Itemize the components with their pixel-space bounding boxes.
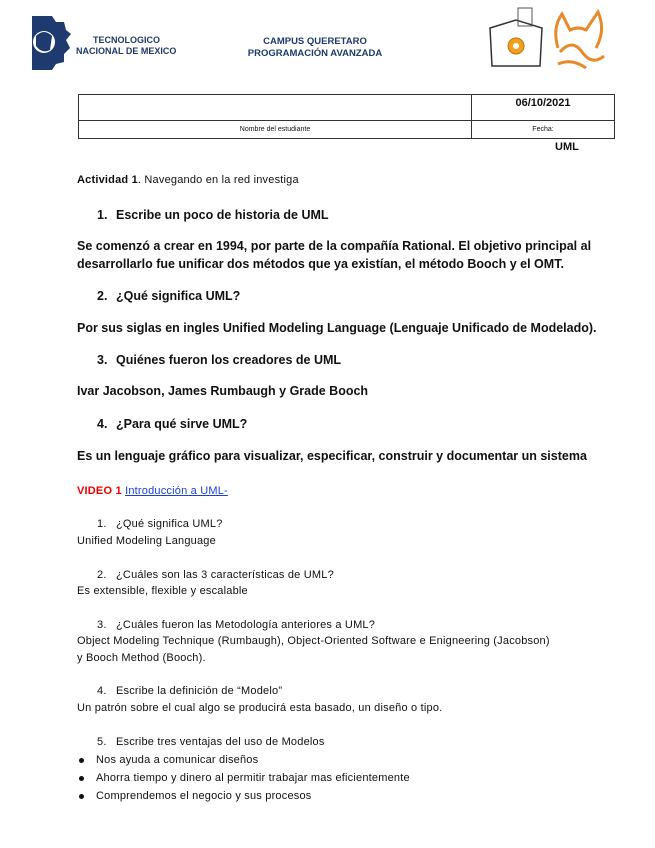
question-number: 4.	[97, 417, 108, 431]
question-number: 4.	[97, 685, 107, 697]
question-text: Escribe un poco de historia de UML	[116, 208, 329, 222]
institution-name-line1: TECNOLOGICO	[93, 35, 160, 45]
answer-text: Un patrón sobre el cual algo se producirá esta basado, un diseño o tipo.	[77, 702, 443, 714]
question-text: Escribe tres ventajas del uso de Modelos	[116, 736, 325, 748]
student-name-value	[79, 95, 472, 121]
question-text: Quiénes fueron los creadores de UML	[116, 353, 342, 367]
school-shield-icon	[486, 6, 546, 70]
course-name: PROGRAMACIÓN AVANZADA	[247, 48, 383, 59]
school-logo	[486, 6, 546, 70]
question-number: 3.	[97, 353, 108, 367]
student-name-label: Nombre del estudiante	[79, 121, 472, 139]
activity-label: Actividad 1	[77, 174, 138, 186]
activity-text: . Navegando en la red investiga	[137, 174, 299, 186]
answer-text: desarrollarlo fue unificar dos métodos que ya existían, el método Booch y el OMT.	[77, 257, 564, 271]
answer-text: Object Modeling Technique (Rumbaugh), Object-Oriented Software e Enigneering (Jacobson)	[77, 635, 550, 647]
tecnm-logo-icon	[22, 14, 72, 72]
question-text: ¿Cuáles son las 3 características de UML?	[116, 569, 334, 581]
question-text: ¿Cuáles fueron las Metodología anteriores a UML?	[116, 619, 376, 631]
topic-title: UML	[555, 141, 579, 153]
answer-text: Es un lenguaje gráfico para visualizar, especificar, construir y documentar un sistema	[77, 449, 587, 463]
bullet-item: Nos ayuda a comunicar diseños	[96, 754, 259, 766]
question-number: 1.	[97, 518, 107, 530]
date-label: Fecha:	[472, 121, 615, 139]
answer-text: Se comenzó a crear en 1994, por parte de la compañía Rational. El objetivo principal al	[77, 239, 592, 253]
video-link[interactable]: Introducción a UML-	[125, 485, 228, 497]
answer-text: Ivar Jacobson, James Rumbaugh y Grade Booch	[77, 384, 369, 398]
bullet-icon	[79, 776, 84, 781]
bullet-item: Comprendemos el negocio y sus procesos	[96, 790, 312, 802]
question-text: ¿Qué significa UML?	[116, 289, 241, 303]
campus-name: CAMPUS QUERETARO	[263, 36, 367, 47]
date-value: 06/10/2021	[472, 95, 615, 121]
question-number: 5.	[97, 736, 107, 748]
question-number: 2.	[97, 289, 108, 303]
bullet-icon	[79, 794, 84, 799]
answer-text: Por sus siglas en ingles Unified Modeling Language (Lenguaje Unificado de Modelado).	[77, 321, 597, 335]
question-number: 2.	[97, 569, 107, 581]
bullet-icon	[79, 758, 84, 763]
bullet-item: Ahorra tiempo y dinero al permitir trabajar mas eficientemente	[96, 772, 410, 784]
activity-heading	[77, 172, 299, 189]
question-text: ¿Qué significa UML?	[116, 518, 223, 530]
answer-text: y Booch Method (Booch).	[77, 652, 206, 664]
answer-text: Es extensible, flexible y escalable	[77, 585, 248, 597]
institution-name-line2: NACIONAL DE MEXICO	[76, 46, 177, 56]
answer-text: Unified Modeling Language	[77, 535, 216, 547]
video-heading	[77, 483, 228, 500]
fox-mascot-icon	[548, 8, 610, 72]
question-text: ¿Para qué sirve UML?	[116, 417, 248, 431]
student-info-table	[78, 94, 615, 139]
question-number: 3.	[97, 619, 107, 631]
video-label: VIDEO 1	[77, 485, 122, 497]
question-number: 1.	[97, 208, 108, 222]
question-text: Escribe la definición de “Modelo”	[116, 685, 283, 697]
